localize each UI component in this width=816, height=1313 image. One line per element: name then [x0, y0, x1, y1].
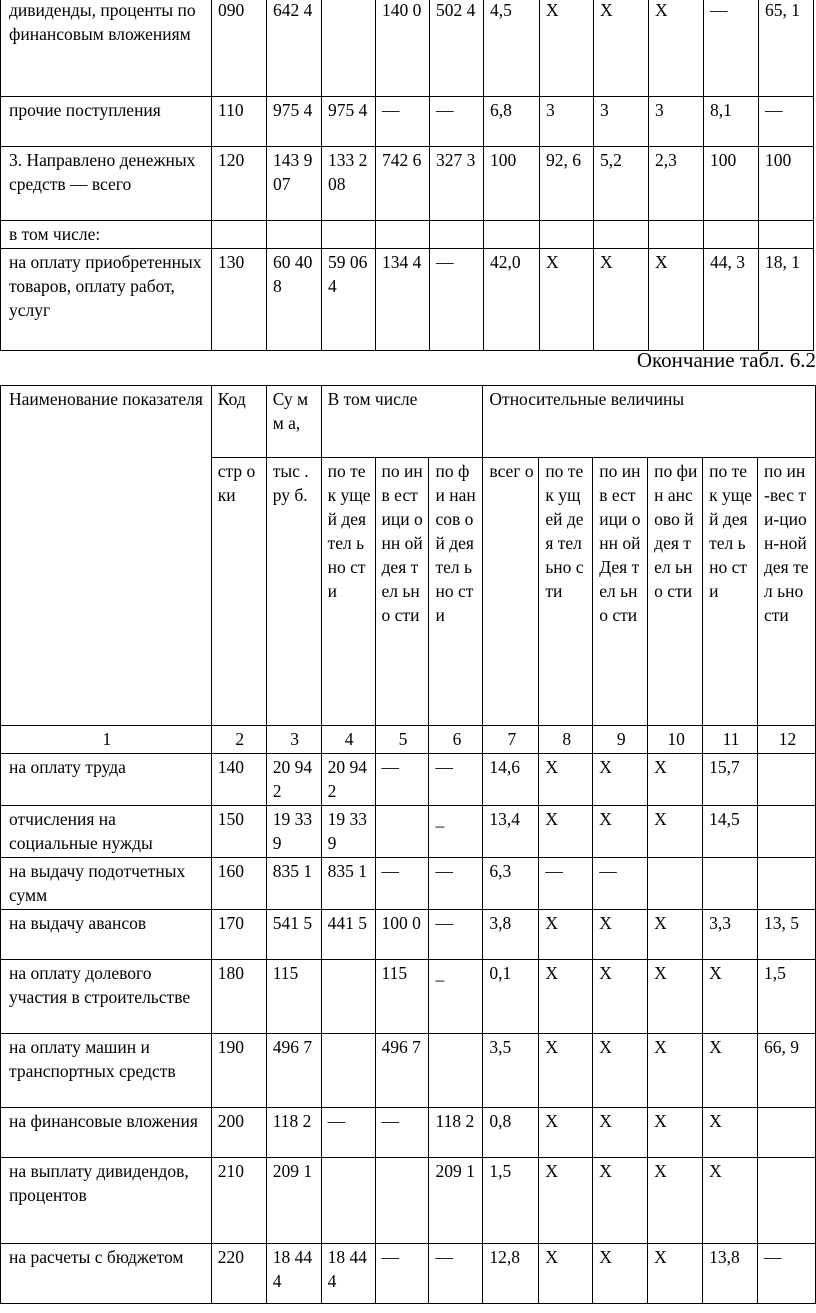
row-cell: 0,1 [483, 960, 539, 1034]
row-cell: 134 4 [376, 249, 430, 351]
row-cell: 14,5 [703, 806, 758, 858]
row-cell: — [430, 249, 484, 351]
row-cell: 160 [211, 858, 266, 910]
row-cell: 3,5 [483, 1034, 539, 1108]
table-row [1, 1244, 816, 1304]
row-name: 3. Направлено денежных средств — всего [1, 147, 212, 221]
header-sub-cell: по тек ущ ей дея тел ьно сти [539, 458, 593, 726]
row-cell: 120 [212, 147, 267, 221]
row-cell: 2,3 [649, 147, 704, 221]
row-cell: Х [539, 960, 593, 1034]
row-cell: Х [649, 249, 704, 351]
header-incl: В том числе [321, 386, 483, 458]
row-cell: 44, 3 [704, 249, 759, 351]
table-row [1, 1158, 816, 1244]
row-cell: 209 1 [429, 1158, 483, 1244]
row-cell: 327 3 [430, 147, 484, 221]
row-cell: 190 [211, 1034, 266, 1108]
row-cell: Х [593, 1158, 648, 1244]
row-cell: 66, 9 [758, 1034, 816, 1108]
column-number: 3 [266, 726, 321, 754]
row-name: на выдачу подотчетных сумм [1, 858, 212, 910]
row-cell: 210 [211, 1158, 266, 1244]
row-cell: — [430, 97, 484, 147]
row-cell: — [375, 1108, 429, 1158]
row-cell: 3,3 [703, 910, 758, 960]
row-cell: 1,5 [483, 1158, 539, 1244]
header-sub-cell: по тек уще й дея тел ьно сти [703, 458, 758, 726]
row-cell: 20 942 [321, 754, 375, 806]
row-cell: — [429, 858, 483, 910]
header-sub-cell: по инв ест ици онн ой Дея тел ьно сти [593, 458, 648, 726]
row-cell: 18, 1 [759, 249, 814, 351]
row-cell: Х [593, 806, 648, 858]
header-sub-cell: по фин анс ово й дея тел ьно сти [648, 458, 703, 726]
row-name: на оплату долевого участия в строительстве [1, 960, 212, 1034]
row-name: на выплату дивидендов, процентов [1, 1158, 212, 1244]
row-cell: Х [703, 1158, 758, 1244]
row-cell: Х [648, 1108, 703, 1158]
row-name: на выдачу авансов [1, 910, 212, 960]
row-cell: 150 [211, 806, 266, 858]
header-sum: Су мм а, [266, 386, 321, 458]
row-cell [430, 221, 484, 249]
row-cell: Х [539, 1244, 593, 1304]
header-code-sub: стр оки [211, 458, 266, 726]
header-sub-cell: по тек уще й дея тел ьно сти [321, 458, 375, 726]
row-cell: Х [593, 1034, 648, 1108]
row-cell: Х [648, 806, 703, 858]
row-cell [212, 221, 267, 249]
row-cell: 133 208 [322, 147, 376, 221]
row-cell: 4,5 [484, 0, 540, 97]
row-cell: Х [703, 1034, 758, 1108]
row-cell: Х [648, 1034, 703, 1108]
row-cell [594, 221, 649, 249]
row-cell: Х [593, 754, 648, 806]
row-cell [267, 221, 322, 249]
row-cell: 18 444 [321, 1244, 375, 1304]
row-cell: 118 2 [266, 1108, 321, 1158]
row-cell: 3,8 [483, 910, 539, 960]
row-cell: Х [648, 754, 703, 806]
row-cell: 14,6 [483, 754, 539, 806]
row-cell: Х [648, 910, 703, 960]
row-cell: — [375, 754, 429, 806]
row-cell: — [376, 97, 430, 147]
row-cell: 0,8 [483, 1108, 539, 1158]
table-caption: Окончание табл. 6.2 [636, 348, 816, 372]
table-row [1, 249, 814, 351]
row-cell [540, 221, 594, 249]
row-cell: Х [539, 1108, 593, 1158]
header-sub-cell: по ин-вес ти-цио н-ной дея тел ьно сти [758, 458, 816, 726]
row-cell: _ [429, 806, 483, 858]
column-number: 5 [375, 726, 429, 754]
row-cell [649, 221, 704, 249]
table-row [1, 221, 814, 249]
row-cell: 12,8 [483, 1244, 539, 1304]
row-cell: 100 [484, 147, 540, 221]
row-cell: 19 339 [266, 806, 321, 858]
header-sub-cell: по инв ест ици онн ой дея тел ьно сти [375, 458, 429, 726]
row-cell: 200 [211, 1108, 266, 1158]
column-number: 1 [1, 726, 212, 754]
row-cell: Х [649, 0, 704, 97]
row-cell: Х [539, 806, 593, 858]
row-cell: — [375, 1244, 429, 1304]
row-cell [322, 0, 376, 97]
row-cell: 496 7 [266, 1034, 321, 1108]
row-cell: 220 [211, 1244, 266, 1304]
row-cell: Х [540, 0, 594, 97]
row-name: на оплату машин и транспортных средств [1, 1034, 212, 1108]
row-cell [375, 806, 429, 858]
header-sub-cell: по фи нан сов ой дея тел ьно сти [429, 458, 483, 726]
row-cell [758, 858, 816, 910]
row-name: в том числе: [1, 221, 212, 249]
row-name: на финансовые вложения [1, 1108, 212, 1158]
row-cell: 59 064 [322, 249, 376, 351]
column-number: 10 [648, 726, 703, 754]
row-cell: 496 7 [375, 1034, 429, 1108]
row-cell: Х [593, 1108, 648, 1158]
row-cell: 100 [704, 147, 759, 221]
row-cell [321, 1158, 375, 1244]
table-bottom [0, 385, 816, 1304]
row-cell: — [321, 1108, 375, 1158]
row-cell: Х [594, 249, 649, 351]
table-top [0, 0, 814, 351]
column-number: 9 [593, 726, 648, 754]
row-cell: 19 339 [321, 806, 375, 858]
row-cell [759, 221, 814, 249]
row-cell [758, 806, 816, 858]
row-cell: — [429, 1244, 483, 1304]
row-cell: _ [429, 960, 483, 1034]
row-cell: 3 [540, 97, 594, 147]
row-cell [704, 221, 759, 249]
row-name: на оплату труда [1, 754, 212, 806]
row-cell: 3 [649, 97, 704, 147]
row-cell: — [759, 97, 814, 147]
row-cell: — [704, 0, 759, 97]
table-row [1, 1108, 816, 1158]
row-name: на расчеты с бюджетом [1, 1244, 212, 1304]
table-row [1, 858, 816, 910]
header-name: Наименование показателя [1, 386, 212, 726]
row-cell [484, 221, 540, 249]
table-row [1, 1034, 816, 1108]
row-name: прочие поступления [1, 97, 212, 147]
row-cell: 8,1 [704, 97, 759, 147]
row-cell: 742 6 [376, 147, 430, 221]
row-cell: 13,8 [703, 1244, 758, 1304]
row-cell [703, 858, 758, 910]
row-cell: 100 0 [375, 910, 429, 960]
row-cell: 130 [212, 249, 267, 351]
header-sum-sub: тыс .ру б. [266, 458, 321, 726]
row-cell: Х [539, 754, 593, 806]
column-number: 12 [758, 726, 816, 754]
row-cell: 441 5 [321, 910, 375, 960]
row-cell: 835 1 [321, 858, 375, 910]
row-cell: 13, 5 [758, 910, 816, 960]
row-cell: Х [539, 910, 593, 960]
row-cell: 140 [211, 754, 266, 806]
column-number: 2 [211, 726, 266, 754]
row-cell: 502 4 [430, 0, 484, 97]
row-cell: — [593, 858, 648, 910]
table-row [1, 910, 816, 960]
table-row [1, 147, 814, 221]
row-cell: — [375, 858, 429, 910]
row-cell: 20 942 [266, 754, 321, 806]
table-row [1, 754, 816, 806]
row-cell: 60 408 [267, 249, 322, 351]
row-cell: Х [594, 0, 649, 97]
row-cell: Х [648, 1158, 703, 1244]
table-row [1, 97, 814, 147]
row-cell: 13,4 [483, 806, 539, 858]
row-cell [758, 1158, 816, 1244]
row-cell: 090 [212, 0, 267, 97]
row-cell: — [429, 910, 483, 960]
row-cell: 15,7 [703, 754, 758, 806]
row-cell: 5,2 [594, 147, 649, 221]
column-number: 7 [483, 726, 539, 754]
row-cell: 6,8 [484, 97, 540, 147]
row-cell: 975 4 [267, 97, 322, 147]
row-name: отчисления на социальные нужды [1, 806, 212, 858]
row-cell: — [539, 858, 593, 910]
row-cell: 110 [212, 97, 267, 147]
header-code: Код [211, 386, 266, 458]
column-number: 6 [429, 726, 483, 754]
row-cell: 209 1 [266, 1158, 321, 1244]
row-cell: Х [648, 960, 703, 1034]
row-cell: Х [703, 960, 758, 1034]
row-cell: 180 [211, 960, 266, 1034]
table-row [1, 806, 816, 858]
row-cell: 92, 6 [540, 147, 594, 221]
row-cell [758, 1108, 816, 1158]
column-number: 4 [321, 726, 375, 754]
row-cell: 140 0 [376, 0, 430, 97]
header-relative: Относительные величины [483, 386, 816, 458]
row-cell [758, 754, 816, 806]
row-name: на оплату приобретенных товаров, оплату работ, услуг [1, 249, 212, 351]
row-cell [375, 1158, 429, 1244]
row-cell: Х [539, 1158, 593, 1244]
row-cell [429, 1034, 483, 1108]
row-cell: Х [648, 1244, 703, 1304]
row-cell: 115 [375, 960, 429, 1034]
row-cell: Х [593, 1244, 648, 1304]
column-number: 11 [703, 726, 758, 754]
row-cell: — [429, 754, 483, 806]
row-cell: 835 1 [266, 858, 321, 910]
row-cell: Х [593, 960, 648, 1034]
row-cell: Х [540, 249, 594, 351]
header-sub-cell: всег о [483, 458, 539, 726]
row-cell: Х [703, 1108, 758, 1158]
row-cell: 42,0 [484, 249, 540, 351]
row-cell: 541 5 [266, 910, 321, 960]
row-cell: 975 4 [322, 97, 376, 147]
row-cell [322, 221, 376, 249]
row-cell: 6,3 [483, 858, 539, 910]
table-row [1, 0, 814, 97]
row-cell [376, 221, 430, 249]
row-cell [648, 858, 703, 910]
row-cell: 100 [759, 147, 814, 221]
row-cell: 118 2 [429, 1108, 483, 1158]
row-cell: Х [539, 1034, 593, 1108]
row-cell [321, 1034, 375, 1108]
row-cell: 115 [266, 960, 321, 1034]
column-number: 8 [539, 726, 593, 754]
row-cell: 65, 1 [759, 0, 814, 97]
row-cell: 170 [211, 910, 266, 960]
row-cell: 642 4 [267, 0, 322, 97]
row-cell [321, 960, 375, 1034]
row-cell: Х [593, 910, 648, 960]
row-cell: — [758, 1244, 816, 1304]
row-cell: 18 444 [266, 1244, 321, 1304]
row-cell: 143 907 [267, 147, 322, 221]
row-cell: 3 [594, 97, 649, 147]
row-name: дивиденды, проценты по финансовым вложениям [1, 0, 212, 97]
row-cell: 1,5 [758, 960, 816, 1034]
table-row [1, 960, 816, 1034]
